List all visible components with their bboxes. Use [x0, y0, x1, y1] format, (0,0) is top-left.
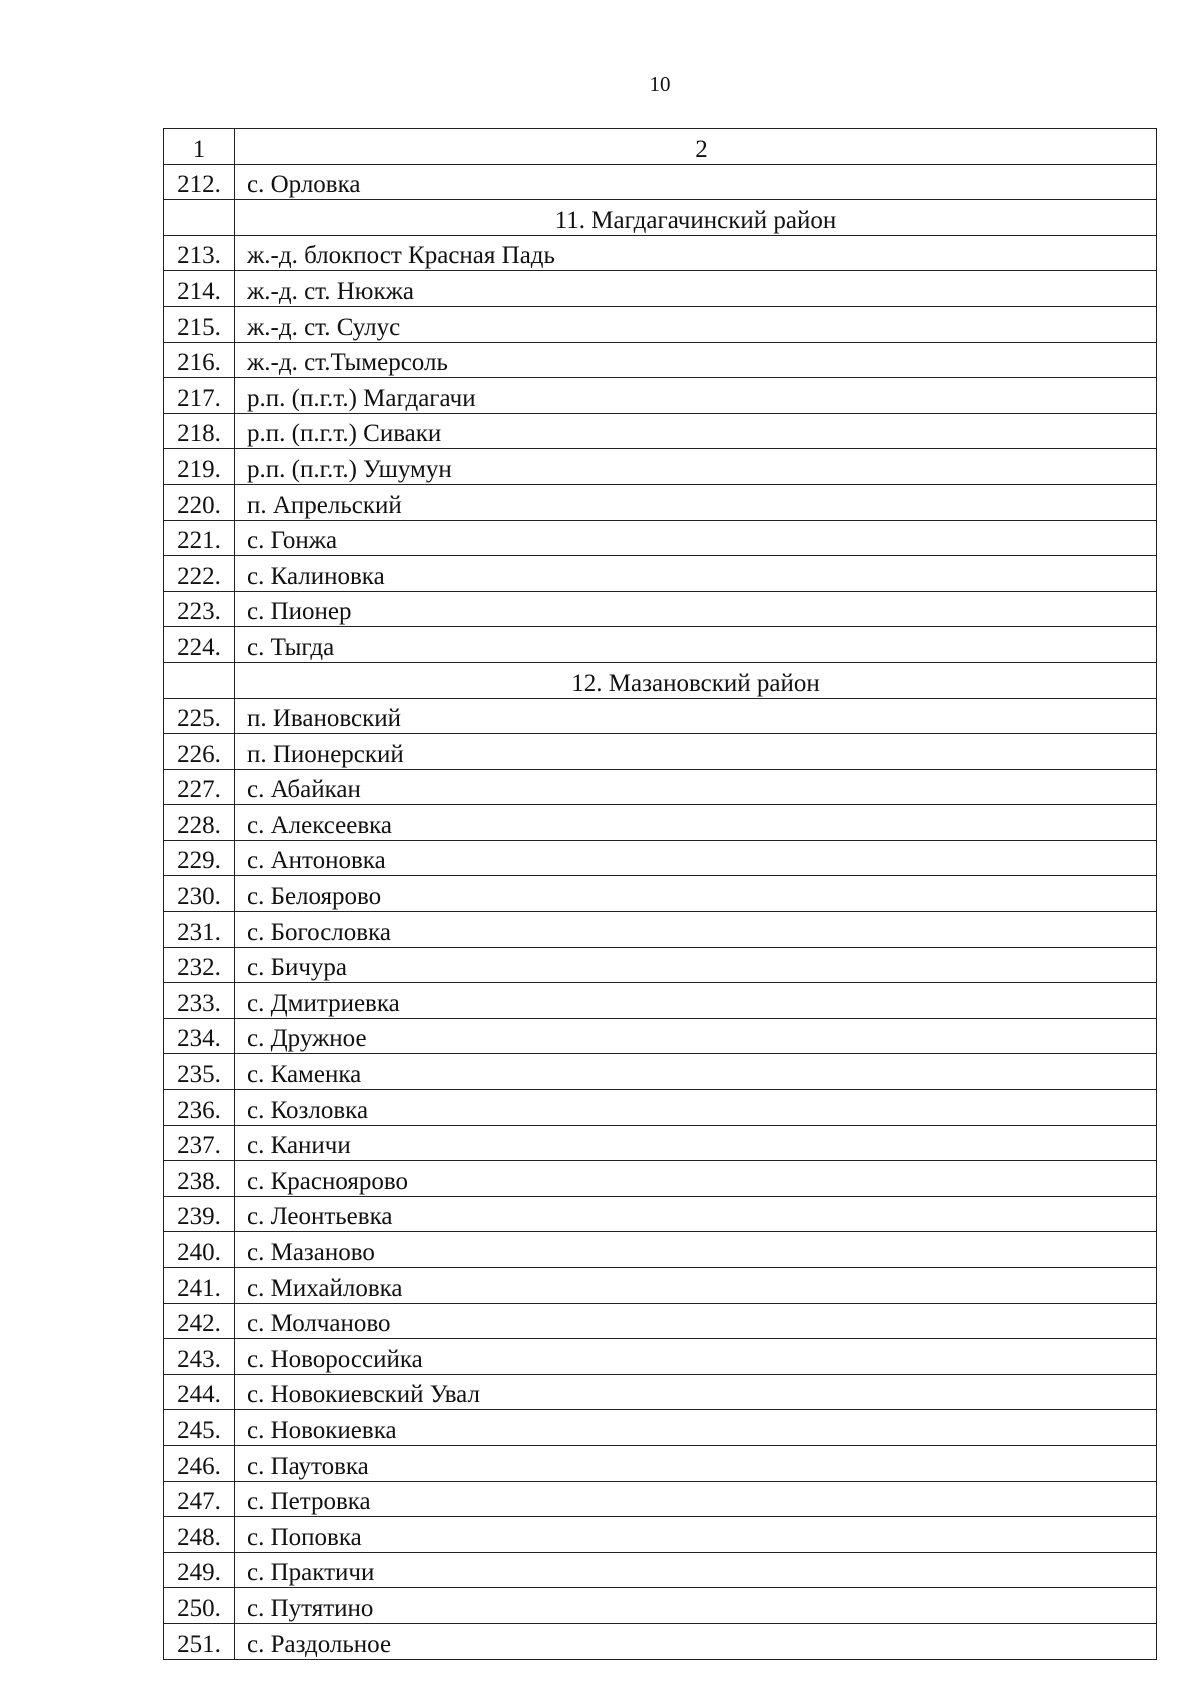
- row-number: 235.: [164, 1054, 235, 1090]
- table-row: [164, 235, 1157, 271]
- header-col-2: 2: [235, 129, 1157, 165]
- row-number: 225.: [164, 698, 235, 734]
- settlement-name: с. Абайкан: [235, 769, 1157, 805]
- settlement-name: с. Новокиевский Увал: [235, 1374, 1157, 1410]
- settlement-name: с. Петровка: [235, 1481, 1157, 1517]
- row-number: 216.: [164, 342, 235, 378]
- row-number: 242.: [164, 1303, 235, 1339]
- table-row: [164, 1517, 1157, 1553]
- table-row: [164, 1054, 1157, 1090]
- settlement-name: р.п. (п.г.т.) Магдагачи: [235, 378, 1157, 414]
- row-number: 230.: [164, 876, 235, 912]
- district-title: 11. Магдагачинский район: [235, 200, 1157, 236]
- table-row: [164, 1196, 1157, 1232]
- settlement-name: п. Ивановский: [235, 698, 1157, 734]
- row-number: 224.: [164, 627, 235, 663]
- table-row: [164, 164, 1157, 200]
- settlement-name: с. Пионер: [235, 591, 1157, 627]
- settlement-name: с. Богословка: [235, 912, 1157, 948]
- table-row: [164, 556, 1157, 592]
- table-row: [164, 947, 1157, 983]
- row-number: 239.: [164, 1196, 235, 1232]
- table-row: [164, 983, 1157, 1019]
- row-number: 237.: [164, 1125, 235, 1161]
- header-col-1: 1: [164, 129, 235, 165]
- settlement-name: с. Бичура: [235, 947, 1157, 983]
- settlement-name: с. Леонтьевка: [235, 1196, 1157, 1232]
- settlement-name: с. Паутовка: [235, 1445, 1157, 1481]
- settlement-name: с. Дмитриевка: [235, 983, 1157, 1019]
- table-row: [164, 698, 1157, 734]
- row-number: 232.: [164, 947, 235, 983]
- table-row: [164, 1588, 1157, 1624]
- settlement-name: п. Пионерский: [235, 734, 1157, 770]
- row-number: 236.: [164, 1090, 235, 1126]
- row-number: 220.: [164, 484, 235, 520]
- row-number: 219.: [164, 449, 235, 485]
- row-number: 231.: [164, 912, 235, 948]
- table-row: [164, 1090, 1157, 1126]
- row-number: 238.: [164, 1161, 235, 1197]
- table-row: [164, 1339, 1157, 1375]
- row-number: 213.: [164, 235, 235, 271]
- table-row: [164, 413, 1157, 449]
- section-header-row: [164, 662, 1157, 698]
- settlement-name: с. Мазаново: [235, 1232, 1157, 1268]
- table-row: [164, 520, 1157, 556]
- table-row: [164, 1374, 1157, 1410]
- table-row: [164, 769, 1157, 805]
- table-row: [164, 449, 1157, 485]
- table-row: [164, 805, 1157, 841]
- settlement-name: п. Апрельский: [235, 484, 1157, 520]
- row-number: 229.: [164, 840, 235, 876]
- table-row: [164, 1125, 1157, 1161]
- settlement-name: с. Калиновка: [235, 556, 1157, 592]
- table-body: [164, 129, 1157, 1660]
- table-row: [164, 1552, 1157, 1588]
- table-row: [164, 876, 1157, 912]
- settlement-name: ж.-д. ст. Сулус: [235, 306, 1157, 342]
- settlement-name: с. Белоярово: [235, 876, 1157, 912]
- section-header-row: [164, 200, 1157, 236]
- settlement-name: ж.-д. ст.Тымерсоль: [235, 342, 1157, 378]
- settlement-name: с. Новокиевка: [235, 1410, 1157, 1446]
- settlement-name: с. Поповка: [235, 1517, 1157, 1553]
- table-row: [164, 306, 1157, 342]
- table-row: [164, 271, 1157, 307]
- settlement-name: с. Антоновка: [235, 840, 1157, 876]
- row-number: 240.: [164, 1232, 235, 1268]
- row-number: 243.: [164, 1339, 235, 1375]
- settlement-name: с. Козловка: [235, 1090, 1157, 1126]
- district-title: 12. Мазановский район: [235, 662, 1157, 698]
- table-row: [164, 1268, 1157, 1304]
- table-row: [164, 912, 1157, 948]
- table-row: [164, 378, 1157, 414]
- settlement-name: ж.-д. блокпост Красная Падь: [235, 235, 1157, 271]
- settlement-name: с. Путятино: [235, 1588, 1157, 1624]
- row-number: 218.: [164, 413, 235, 449]
- row-number: [164, 662, 235, 698]
- row-number: 228.: [164, 805, 235, 841]
- settlement-name: с. Практичи: [235, 1552, 1157, 1588]
- row-number: 226.: [164, 734, 235, 770]
- table-row: [164, 1018, 1157, 1054]
- settlement-name: с. Алексеевка: [235, 805, 1157, 841]
- settlement-name: с. Новороссийка: [235, 1339, 1157, 1375]
- settlement-name: с. Тыгда: [235, 627, 1157, 663]
- settlement-name: с. Дружное: [235, 1018, 1157, 1054]
- row-number: 223.: [164, 591, 235, 627]
- table-row: [164, 1232, 1157, 1268]
- row-number: 212.: [164, 164, 235, 200]
- row-number: [164, 200, 235, 236]
- table-row: [164, 627, 1157, 663]
- table-row: [164, 1303, 1157, 1339]
- table-row: [164, 342, 1157, 378]
- row-number: 249.: [164, 1552, 235, 1588]
- row-number: 241.: [164, 1268, 235, 1304]
- table-header-row: [164, 129, 1157, 165]
- row-number: 217.: [164, 378, 235, 414]
- settlement-name: с. Красноярово: [235, 1161, 1157, 1197]
- table-row: [164, 484, 1157, 520]
- settlement-name: с. Гонжа: [235, 520, 1157, 556]
- table-row: [164, 734, 1157, 770]
- row-number: 247.: [164, 1481, 235, 1517]
- row-number: 214.: [164, 271, 235, 307]
- settlement-name: с. Раздольное: [235, 1623, 1157, 1659]
- row-number: 248.: [164, 1517, 235, 1553]
- row-number: 246.: [164, 1445, 235, 1481]
- settlement-name: с. Каничи: [235, 1125, 1157, 1161]
- table-row: [164, 1161, 1157, 1197]
- row-number: 234.: [164, 1018, 235, 1054]
- row-number: 227.: [164, 769, 235, 805]
- row-number: 233.: [164, 983, 235, 1019]
- settlement-name: р.п. (п.г.т.) Ушумун: [235, 449, 1157, 485]
- settlement-name: с. Молчаново: [235, 1303, 1157, 1339]
- row-number: 245.: [164, 1410, 235, 1446]
- settlements-table: [163, 128, 1157, 1660]
- settlement-name: с. Орловка: [235, 164, 1157, 200]
- page-number: 10: [649, 72, 671, 96]
- settlement-name: р.п. (п.г.т.) Сиваки: [235, 413, 1157, 449]
- table-row: [164, 840, 1157, 876]
- table-row: [164, 1623, 1157, 1659]
- row-number: 250.: [164, 1588, 235, 1624]
- settlement-name: с. Каменка: [235, 1054, 1157, 1090]
- row-number: 221.: [164, 520, 235, 556]
- table-row: [164, 591, 1157, 627]
- settlement-name: ж.-д. ст. Нюкжа: [235, 271, 1157, 307]
- row-number: 251.: [164, 1623, 235, 1659]
- row-number: 215.: [164, 306, 235, 342]
- row-number: 244.: [164, 1374, 235, 1410]
- table-row: [164, 1410, 1157, 1446]
- table-row: [164, 1445, 1157, 1481]
- settlement-name: с. Михайловка: [235, 1268, 1157, 1304]
- row-number: 222.: [164, 556, 235, 592]
- table-row: [164, 1481, 1157, 1517]
